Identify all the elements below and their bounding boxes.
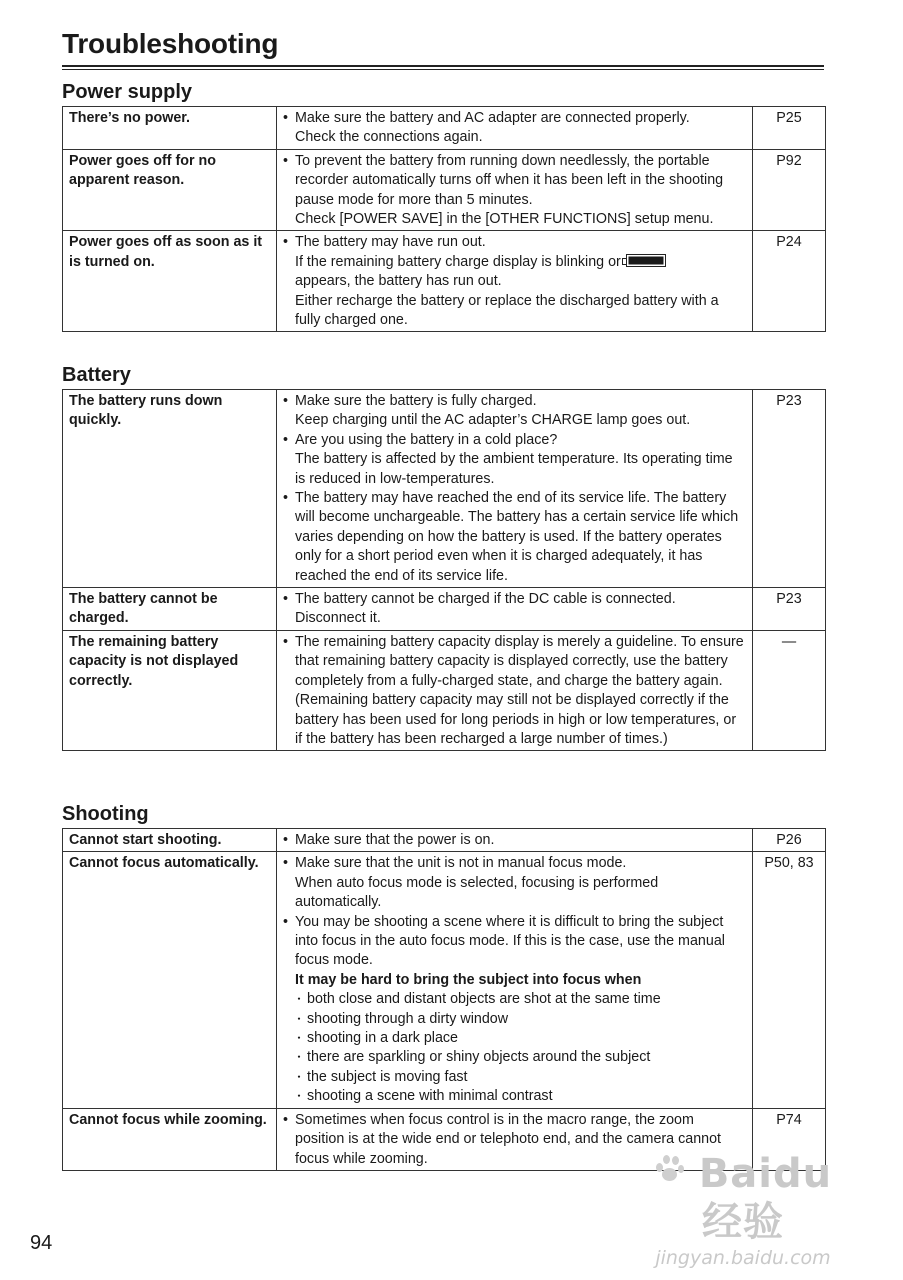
solution-cell bbox=[277, 390, 753, 588]
page-reference: — bbox=[753, 630, 826, 750]
solution-text: When auto focus mode is selected, focusing is performed automatically. bbox=[295, 874, 659, 911]
solution-bullet bbox=[283, 233, 746, 330]
solution-text: Make sure the battery is fully charged. bbox=[295, 393, 537, 409]
solution-bullet bbox=[283, 633, 746, 749]
problem-cell: The battery cannot be charged. bbox=[63, 588, 277, 631]
solution-subitem: ・ there are sparkling or shiny objects around the subject bbox=[295, 1048, 746, 1067]
battery-empty-icon bbox=[626, 254, 666, 267]
solution-cell bbox=[277, 149, 753, 231]
watermark-logo bbox=[638, 1150, 848, 1246]
section-title: Shooting bbox=[62, 803, 149, 825]
page-reference: P50, 83 bbox=[753, 852, 826, 1108]
solution-bullet bbox=[283, 590, 746, 629]
table-row bbox=[63, 852, 826, 1108]
troubleshooting-table bbox=[62, 389, 826, 751]
table-row bbox=[63, 588, 826, 631]
table-row bbox=[63, 630, 826, 750]
table-row bbox=[63, 390, 826, 588]
problem-cell: Power goes off for no apparent reason. bbox=[63, 149, 277, 231]
page-reference: P74 bbox=[753, 1108, 826, 1170]
problem-cell: The battery runs down quickly. bbox=[63, 390, 277, 588]
solution-text: appears, the battery has run out. bbox=[295, 273, 502, 290]
solution-text: If the remaining battery charge display is blinking or bbox=[295, 253, 621, 270]
solution-subheading: It may be hard to bring the subject into focus when bbox=[295, 971, 642, 988]
solution-subitem: ・ the subject is moving fast bbox=[295, 1068, 746, 1087]
solution-text: To prevent the battery from running down needlessly, the portable recorder automatically turns off when it has been left in the shooting pause mode for more than 5 minutes. bbox=[295, 152, 724, 208]
page-reference: P26 bbox=[753, 829, 826, 852]
solution-bullet bbox=[283, 109, 746, 148]
solution-text: Are you using the battery in a cold place? bbox=[295, 431, 558, 448]
problem-cell: Power goes off as soon as it is turned on. bbox=[63, 231, 277, 332]
solution-bullet bbox=[283, 831, 746, 850]
solution-text: Either recharge the battery or replace the discharged battery with a fully charged one. bbox=[295, 292, 719, 329]
table-row bbox=[63, 149, 826, 231]
problem-cell: Cannot focus while zooming. bbox=[63, 1108, 277, 1170]
baidu-jingyan-watermark bbox=[638, 1150, 848, 1269]
solution-text: The battery is affected by the ambient temperature. Its operating time is reduced in low-temperatures. bbox=[295, 451, 733, 487]
solution-text: Make sure that the power is on. bbox=[295, 832, 495, 848]
page-reference: P25 bbox=[753, 107, 826, 150]
solution-subitem: ・ shooting in a dark place bbox=[295, 1029, 746, 1048]
solution-text: Make sure that the unit is not in manual focus mode. bbox=[295, 855, 627, 872]
solution-text: Check [POWER SAVE] in the [OTHER FUNCTIONS] setup menu. bbox=[295, 211, 714, 228]
solution-bullet bbox=[283, 392, 746, 431]
watermark-url: jingyan.baidu.com bbox=[655, 1247, 831, 1269]
solution-text: Sometimes when focus control is in the macro range, the zoom position is at the wide end or telephoto end, and the camera cannot focus while zooming. bbox=[295, 1111, 722, 1167]
solution-cell bbox=[277, 107, 753, 150]
problem-cell: Cannot focus automatically. bbox=[63, 852, 277, 1108]
solution-cell bbox=[277, 829, 753, 852]
solution-text: The battery may have reached the end of its service life. The battery will become unchargeable. The battery has a certain service life which varies depending on how the battery is used. If the battery operates only for a short period even when it is charged adequately, it has reached the end of its service life. bbox=[295, 490, 739, 584]
page-number: 94 bbox=[30, 1232, 53, 1254]
section-title: Power supply bbox=[62, 81, 193, 103]
solution-bullet bbox=[283, 854, 746, 912]
page-reference: P92 bbox=[753, 149, 826, 231]
solution-text: The battery may have run out. bbox=[295, 234, 486, 251]
page-reference: P23 bbox=[753, 390, 826, 588]
solution-text: The remaining battery capacity display is merely a guideline. To ensure that remaining battery capacity is displayed correctly, use the battery completely from a fully-charged state, and charge the battery again. (Remaining battery capacity may still not be displayed correctly if the battery has been used for long periods in high or low temperatures, or if the battery has been recharged a large number of times.) bbox=[295, 633, 744, 747]
solution-subitem: ・ shooting through a dirty window bbox=[295, 1010, 746, 1029]
problem-cell: There’s no power. bbox=[63, 107, 277, 150]
solution-cell bbox=[277, 231, 753, 332]
solution-cell bbox=[277, 852, 753, 1108]
page-title: Troubleshooting bbox=[62, 28, 279, 59]
table-row bbox=[63, 231, 826, 332]
solution-cell bbox=[277, 630, 753, 750]
paw-icon bbox=[654, 1153, 684, 1183]
section-power-supply bbox=[62, 80, 825, 332]
table-row bbox=[63, 107, 826, 150]
section-battery bbox=[62, 363, 825, 751]
title-rule bbox=[62, 65, 824, 70]
solution-text: The battery cannot be charged if the DC cable is connected. bbox=[295, 591, 676, 608]
troubleshooting-table bbox=[62, 828, 826, 1171]
solution-bullet bbox=[283, 152, 746, 230]
page-reference: P24 bbox=[753, 231, 826, 332]
table-row bbox=[63, 829, 826, 852]
section-shooting bbox=[62, 802, 825, 1171]
solution-bullet bbox=[283, 431, 746, 489]
solution-text: Keep charging until the AC adapter’s CHARGE lamp goes out. bbox=[295, 412, 691, 429]
problem-cell: The remaining battery capacity is not displayed correctly. bbox=[63, 630, 277, 750]
solution-text: Check the connections again. bbox=[295, 129, 483, 146]
problem-cell: Cannot start shooting. bbox=[63, 829, 277, 852]
page-reference: P23 bbox=[753, 588, 826, 631]
section-title: Battery bbox=[62, 364, 131, 386]
solution-cell bbox=[277, 588, 753, 631]
troubleshooting-table bbox=[62, 106, 826, 332]
solution-text: Make sure the battery and AC adapter are connected properly. bbox=[295, 110, 690, 126]
solution-bullet bbox=[283, 913, 746, 1107]
solution-subitem: ・ shooting a scene with minimal contrast bbox=[295, 1087, 746, 1106]
solution-text: Disconnect it. bbox=[295, 610, 381, 627]
watermark-logo-text: Baidu经验 bbox=[698, 1151, 833, 1245]
solution-bullet bbox=[283, 489, 746, 586]
solution-text: You may be shooting a scene where it is difficult to bring the subject into focus in the auto focus mode. If this is the case, use the manual focus mode. bbox=[295, 913, 725, 969]
solution-subitem: ・ both close and distant objects are shot at the same time bbox=[295, 990, 746, 1009]
